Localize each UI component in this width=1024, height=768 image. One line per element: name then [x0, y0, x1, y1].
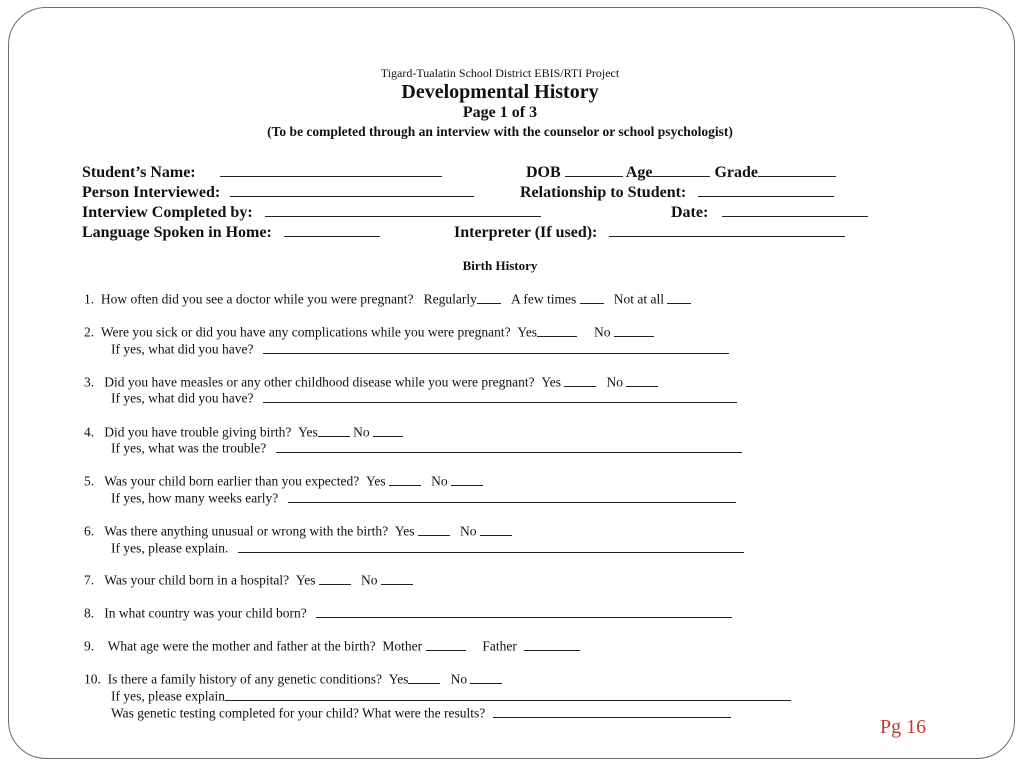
yes-blank[interactable]: [537, 322, 577, 337]
question-10-genetic-testing: [111, 703, 731, 722]
date-label: Date:: [671, 204, 709, 221]
country-answer-line[interactable]: [316, 603, 732, 618]
father-label: Father: [482, 638, 517, 654]
no-blank[interactable]: [470, 669, 502, 684]
date-input[interactable]: [722, 200, 868, 217]
genetic-testing-answer-line[interactable]: [493, 703, 731, 718]
yes-blank[interactable]: [318, 422, 350, 437]
language-label: Language Spoken in Home:: [82, 224, 272, 241]
followup-answer-line[interactable]: [288, 488, 736, 503]
question-4-followup: [111, 438, 742, 457]
no-label: No: [353, 424, 370, 440]
dob-age-grade-row: [526, 160, 836, 182]
person-interviewed-field: [82, 180, 474, 202]
no-label: No: [593, 324, 611, 340]
question-text: How often did you see a doctor while you were pregnant?: [100, 291, 414, 307]
question-6-followup: [111, 538, 744, 557]
question-number: 1.: [84, 291, 95, 307]
no-blank[interactable]: [614, 322, 654, 337]
question-3-followup: [111, 388, 737, 407]
form-title: Developmental History: [401, 81, 599, 103]
option-not-at-all-label: Not at all: [613, 291, 665, 307]
question-number: 3.: [84, 374, 95, 390]
person-interviewed-label: Person Interviewed:: [82, 184, 221, 201]
question-8: [84, 603, 732, 622]
yes-blank[interactable]: [564, 372, 596, 387]
question-text: Were you sick or did you have any complications while you were pregnant?: [100, 324, 511, 340]
question-number: 8.: [84, 605, 95, 621]
question-10: [84, 669, 502, 688]
interview-completed-input[interactable]: [265, 200, 541, 217]
no-blank[interactable]: [480, 521, 512, 536]
yes-label: Yes: [295, 572, 316, 588]
option-not-at-all-blank[interactable]: [667, 289, 691, 304]
option-regularly-label: Regularly: [423, 291, 477, 307]
interpreter-input[interactable]: [609, 220, 845, 237]
father-age-blank[interactable]: [524, 636, 580, 651]
yes-label: Yes: [365, 473, 386, 489]
mother-label: Mother: [382, 638, 423, 654]
question-7: [84, 570, 413, 589]
yes-blank[interactable]: [418, 521, 450, 536]
question-text: Was your child born earlier than you expected?: [104, 473, 360, 489]
question-number: 10.: [84, 671, 101, 687]
yes-label: Yes: [517, 324, 538, 340]
yes-label: Yes: [388, 671, 409, 687]
question-text: In what country was your child born?: [104, 605, 307, 621]
student-name-field: [82, 160, 442, 182]
yes-blank[interactable]: [389, 471, 421, 486]
question-text: Did you have trouble giving birth?: [104, 424, 292, 440]
no-label: No: [431, 473, 448, 489]
dob-input[interactable]: [565, 160, 623, 177]
followup-text: If yes, what did you have?: [111, 341, 254, 357]
relationship-label: Relationship to Student:: [520, 184, 687, 201]
followup-text: If yes, please explain.: [111, 540, 229, 556]
no-blank[interactable]: [451, 471, 483, 486]
no-label: No: [361, 572, 378, 588]
question-5-followup: [111, 488, 736, 507]
question-5: [84, 471, 483, 490]
question-number: 9.: [84, 638, 95, 654]
relationship-input[interactable]: [698, 180, 834, 197]
question-text: Was your child born in a hospital?: [104, 572, 290, 588]
student-name-label: Student’s Name:: [82, 164, 196, 181]
yes-label: Yes: [541, 374, 562, 390]
followup-text: If yes, please explain: [111, 688, 225, 704]
question-10-followup: [111, 686, 791, 705]
yes-blank[interactable]: [408, 669, 440, 684]
interview-completed-field: [82, 200, 541, 222]
question-number: 5.: [84, 473, 95, 489]
yes-blank[interactable]: [319, 570, 351, 585]
question-2-followup: [111, 339, 729, 358]
question-number: 7.: [84, 572, 95, 588]
followup-text: Was genetic testing completed for your child? What were the results?: [111, 705, 486, 721]
question-9: [84, 636, 580, 655]
question-text: Did you have measles or any other childhood disease while you were pregnant?: [104, 374, 535, 390]
yes-label: Yes: [394, 523, 415, 539]
student-name-input[interactable]: [220, 160, 442, 177]
dob-label: DOB: [526, 164, 561, 181]
option-regularly-blank[interactable]: [477, 289, 501, 304]
followup-text: If yes, how many weeks early?: [111, 490, 279, 506]
question-1: [84, 289, 691, 308]
question-2: [84, 322, 654, 341]
interpreter-field: [454, 220, 845, 242]
date-field: [671, 200, 868, 222]
no-label: No: [606, 374, 624, 390]
mother-age-blank[interactable]: [426, 636, 466, 651]
question-number: 4.: [84, 424, 95, 440]
followup-answer-line[interactable]: [263, 388, 737, 403]
no-blank[interactable]: [381, 570, 413, 585]
question-text: Is there a family history of any genetic conditions?: [107, 671, 383, 687]
relationship-field: [520, 180, 834, 202]
no-blank[interactable]: [373, 422, 403, 437]
page-indicator: Page 1 of 3: [462, 104, 538, 121]
followup-text: If yes, what was the trouble?: [111, 440, 267, 456]
language-input[interactable]: [284, 220, 380, 237]
no-label: No: [450, 671, 468, 687]
interview-completed-label: Interview Completed by:: [82, 204, 253, 221]
option-few-times-label: A few times: [511, 291, 577, 307]
followup-answer-line[interactable]: [263, 339, 729, 354]
age-label: Age: [625, 164, 653, 181]
question-number: 2.: [84, 324, 95, 340]
no-label: No: [460, 523, 477, 539]
followup-answer-line[interactable]: [238, 538, 744, 553]
interpreter-label: Interpreter (If used):: [454, 224, 598, 241]
grade-input[interactable]: [758, 160, 836, 177]
page-number: Pg 16: [880, 716, 927, 738]
language-field: [82, 220, 380, 242]
question-6: [84, 521, 512, 540]
person-interviewed-input[interactable]: [230, 180, 474, 197]
option-few-times-blank[interactable]: [580, 289, 604, 304]
age-input[interactable]: [652, 160, 710, 177]
question-text: What age were the mother and father at the birth?: [107, 638, 376, 654]
question-number: 6.: [84, 523, 95, 539]
district-header: Tigard-Tualatin School District EBIS/RTI Project: [380, 66, 620, 80]
yes-label: Yes: [298, 424, 318, 440]
form-instructions: (To be completed through an interview with the counselor or school psychologist): [267, 124, 733, 139]
followup-answer-line[interactable]: [225, 686, 791, 701]
grade-label: Grade: [714, 164, 758, 181]
followup-text: If yes, what did you have?: [111, 390, 254, 406]
question-text: Was there anything unusual or wrong with the birth?: [104, 523, 389, 539]
no-blank[interactable]: [626, 372, 658, 387]
followup-answer-line[interactable]: [276, 438, 742, 453]
section-title-birth-history: Birth History: [462, 258, 538, 273]
